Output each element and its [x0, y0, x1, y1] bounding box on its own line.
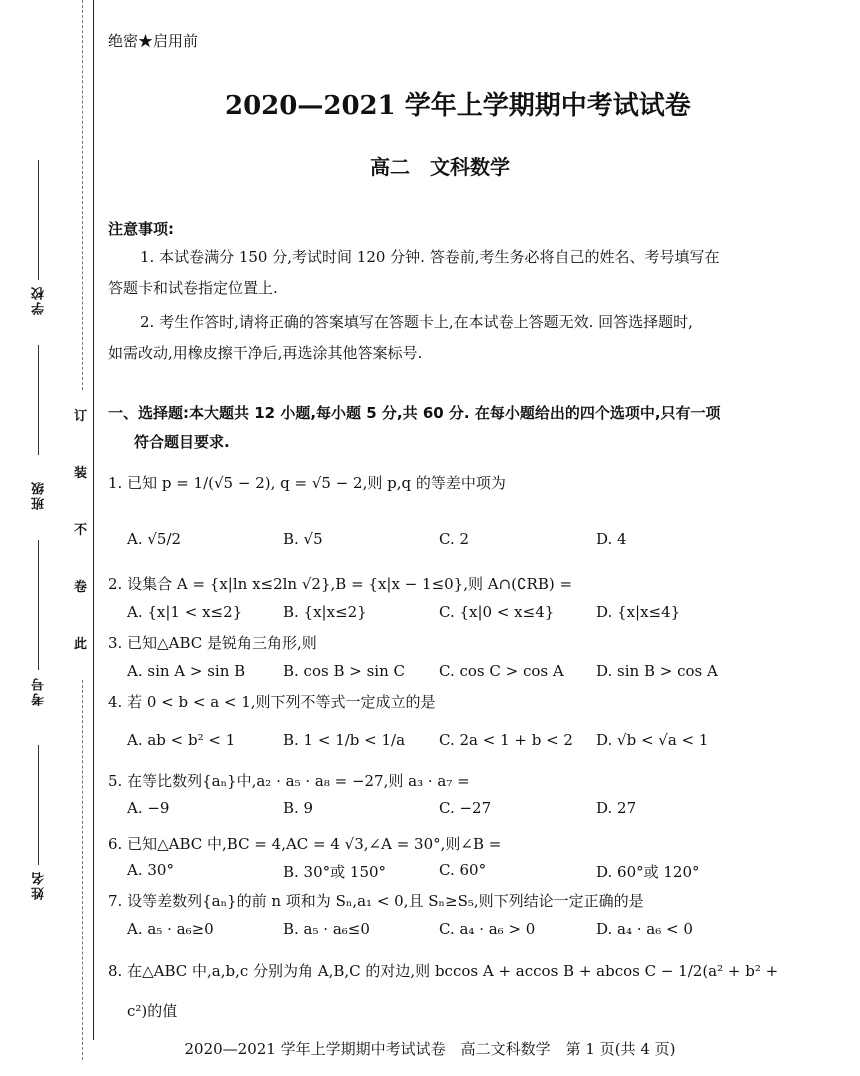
option: A. 30°: [127, 861, 174, 879]
question-stem: 5. 在等比数列{aₙ}中,a₂ · a₅ · a₈ = −27,则 a₃ · a₇ =: [108, 772, 470, 790]
question-stem: 4. 若 0 < b < a < 1,则下列不等式一定成立的是: [108, 693, 436, 711]
question-stem: 8. 在△ABC 中,a,b,c 分别为角 A,B,C 的对边,则 bccos A + accos B + abcos C − 1/2(a² + b² +: [108, 962, 779, 980]
option: A. {x|1 < x≤2}: [127, 603, 243, 621]
exam-no-label: 考号: [32, 676, 47, 706]
option: A. a₅ · a₆≥0: [127, 920, 214, 938]
option: C. 2: [439, 530, 470, 548]
school-label: 学校: [32, 285, 47, 315]
page-footer: 2020—2021 学年上学期期中考试试卷 高二文科数学 第 1 页(共 4 页): [184, 1040, 676, 1058]
option: B. {x|x≤2}: [283, 603, 367, 621]
option: B. 9: [283, 799, 314, 817]
exam-no-line: [38, 540, 39, 670]
option: C. 60°: [439, 861, 487, 879]
binding-dash-bottom: [82, 680, 83, 1060]
name-label: 姓名: [32, 870, 47, 900]
option: D. {x|x≤4}: [596, 603, 681, 621]
question-stem: 3. 已知△ABC 是锐角三角形,则: [108, 634, 317, 652]
option: C. {x|0 < x≤4}: [439, 603, 555, 621]
option: C. a₄ · a₆ > 0: [439, 920, 536, 938]
binding-char: 订: [74, 409, 88, 424]
question-stem: 6. 已知△ABC 中,BC = 4,AC = 4 √3,∠A = 30°,则∠B =: [108, 835, 502, 853]
question-stem-cont: c²)的值: [127, 1002, 178, 1020]
margin-divider: [93, 0, 94, 1040]
notice-line: 2. 考生作答时,请将正确的答案填写在答题卡上,在本试卷上答题无效. 回答选择题时,: [140, 313, 693, 331]
school-line: [38, 160, 39, 280]
question-stem: 2. 设集合 A = {x|ln x≤2ln √2},B = {x|x − 1≤0},则 A∩(∁RB) =: [108, 575, 573, 593]
option: A. sin A > sin B: [127, 662, 246, 680]
binding-char: 卷: [74, 580, 88, 595]
option: C. cos C > cos A: [439, 662, 564, 680]
name-line: [38, 745, 39, 865]
notice-heading: 注意事项:: [108, 220, 174, 238]
notice-line: 1. 本试卷满分 150 分,考试时间 120 分钟. 答卷前,考生务必将自己的姓名、考号填写在: [140, 248, 720, 266]
notice-line: 答题卡和试卷指定位置上.: [108, 279, 278, 297]
option: B. √5: [283, 530, 323, 548]
option: A. −9: [127, 799, 170, 817]
binding-char: 装: [74, 466, 88, 481]
option: A. ab < b² < 1: [127, 731, 236, 749]
class-line: [38, 345, 39, 455]
section-heading: 一、选择题:本大题共 12 小题,每小题 5 分,共 60 分. 在每小题给出的四个选项中,只有一项: [108, 404, 721, 422]
page-subtitle: 高二 文科数学: [370, 155, 510, 179]
class-label: 班级: [32, 480, 47, 510]
option: D. sin B > cos A: [596, 662, 718, 680]
option: D. 60°或 120°: [596, 863, 700, 881]
option: D. a₄ · a₆ < 0: [596, 920, 693, 938]
option: D. 4: [596, 530, 627, 548]
option: B. cos B > sin C: [283, 662, 405, 680]
option: B. a₅ · a₆≤0: [283, 920, 370, 938]
page-title: 2020—2021 学年上学期期中考试试卷: [225, 91, 691, 121]
option: B. 1 < 1/b < 1/a: [283, 731, 406, 749]
question-stem: 1. 已知 p = 1/(√5 − 2), q = √5 − 2,则 p,q 的等差中项为: [108, 474, 506, 492]
notice-line: 如需改动,用橡皮擦干净后,再选涂其他答案标号.: [108, 344, 423, 362]
binding-margin: [0, 0, 100, 1076]
section-heading-cont: 符合题目要求.: [134, 433, 230, 451]
confidential-mark: 绝密★启用前: [108, 32, 199, 50]
option: A. √5/2: [127, 530, 182, 548]
binding-dash-top: [82, 0, 83, 390]
binding-char: 此: [74, 637, 88, 652]
option: B. 30°或 150°: [283, 863, 387, 881]
option: D. 27: [596, 799, 637, 817]
binding-char: 不: [74, 523, 88, 538]
option: D. √b < √a < 1: [596, 731, 709, 749]
question-stem: 7. 设等差数列{aₙ}的前 n 项和为 Sₙ,a₁ < 0,且 Sₙ≥S₅,则下列结论一定正确的是: [108, 892, 644, 910]
option: C. 2a < 1 + b < 2: [439, 731, 573, 749]
option: C. −27: [439, 799, 492, 817]
